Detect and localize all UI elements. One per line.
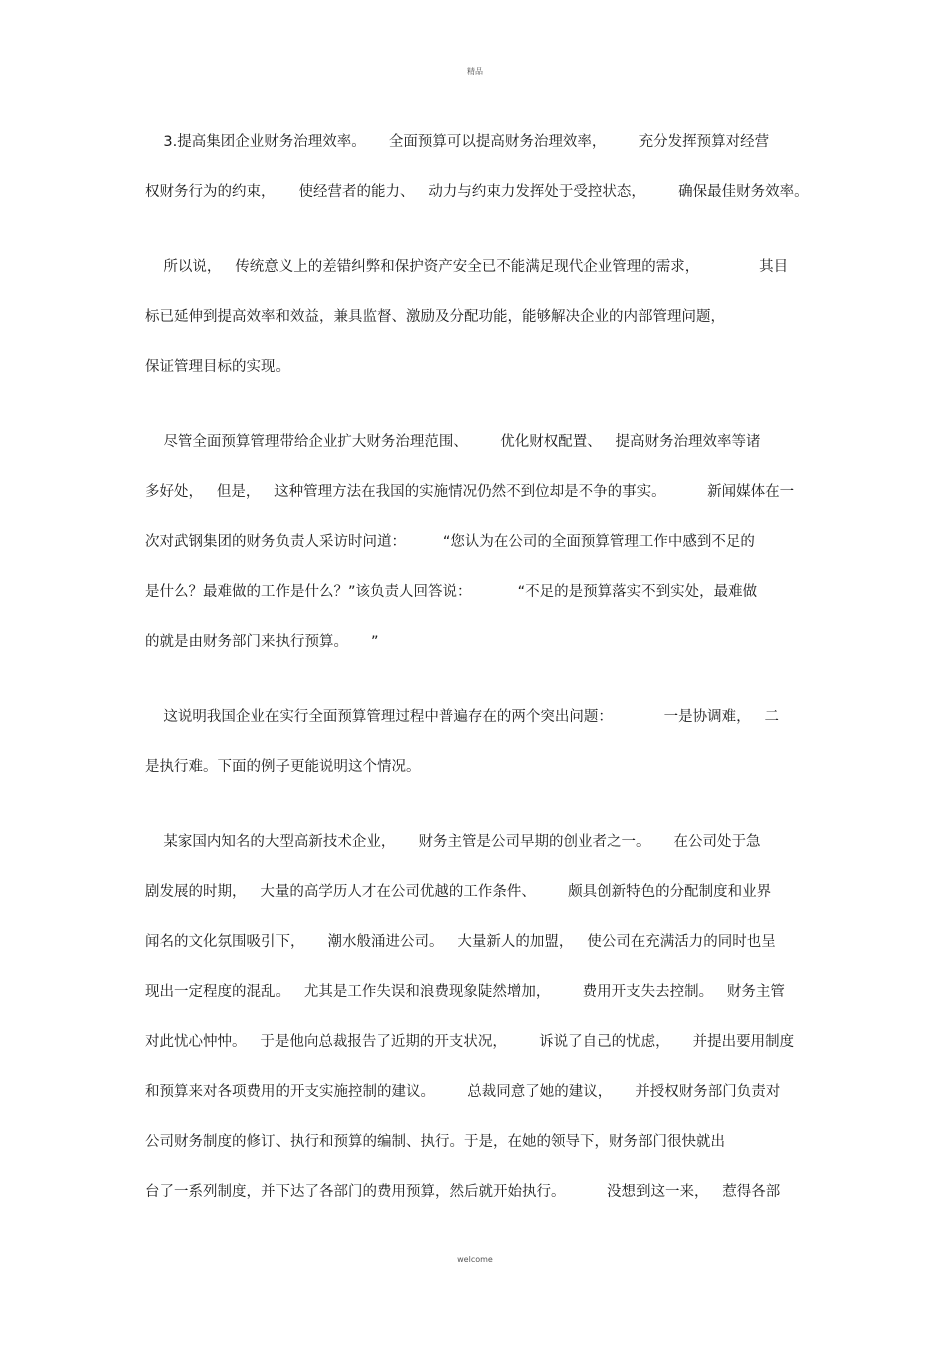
text-line: 现出一定程度的混乱。 尤其是工作失误和浪费现象陡然增加， 费用开支失去控制。 财务主管 — [145, 984, 785, 1000]
page-footer: welcome — [457, 1255, 493, 1264]
text-line: 次对武钢集团的财务负责人采访时问道： “您认为在公司的全面预算管理工作中感到不足的 — [145, 534, 755, 550]
text-line: 保证管理目标的实现。 — [145, 359, 290, 375]
text-line: 是执行难。下面的例子更能说明这个情况。 — [145, 759, 421, 775]
page-header: 精品 — [467, 67, 483, 76]
text-line: 和预算来对各项费用的开支实施控制的建议。 总裁同意了她的建议， 并授权财务部门负责对 — [145, 1084, 781, 1100]
text-line: 这说明我国企业在实行全面预算管理过程中普遍存在的两个突出问题： 一是协调难， 二 — [145, 709, 779, 725]
text-line: 公司财务制度的修订、执行和预算的编制、执行。于是，在她的领导下，财务部门很快就出 — [145, 1134, 725, 1150]
text-line: 台了一系列制度，并下达了各部门的费用预算，然后就开始执行。 没想到这一来， 惹得各部 — [145, 1184, 781, 1200]
text-line: 是什么？最难做的工作是什么？”该负责人回答说： “不足的是预算落实不到实处，最难做 — [145, 584, 758, 600]
text-line: 3.提高集团企业财务治理效率。 全面预算可以提高财务治理效率， 充分发挥预算对经营 — [145, 134, 770, 150]
text-line: 所以说， 传统意义上的差错纠弊和保护资产安全已不能满足现代企业管理的需求， 其目 — [145, 259, 789, 275]
text-line: 多好处， 但是， 这种管理方法在我国的实施情况仍然不到位却是不争的事实。 新闻媒体在一 — [145, 484, 795, 500]
text-line: 标已延伸到提高效率和效益，兼具监督、激励及分配功能，能够解决企业的内部管理问题， — [145, 309, 725, 325]
text-line: 的就是由财务部门来执行预算。 ” — [145, 634, 379, 650]
text-line: 剧发展的时期， 大量的高学历人才在公司优越的工作条件、 颇具创新特色的分配制度和业界 — [145, 884, 772, 900]
text-line: 某家国内知名的大型高新技术企业， 财务主管是公司早期的创业者之一。 在公司处于急 — [145, 834, 761, 850]
text-line: 尽管全面预算管理带给企业扩大财务治理范围、 优化财权配置、 提高财务治理效率等诸 — [145, 434, 761, 450]
text-line: 对此忧心忡忡。 于是他向总裁报告了近期的开支状况， 诉说了自己的忧虑， 并提出要用制度 — [145, 1034, 795, 1050]
text-line: 权财务行为的约束， 使经营者的能力、 动力与约束力发挥处于受控状态， 确保最佳财务效率。 — [145, 184, 809, 200]
text-line: 闻名的文化氛围吸引下， 潮水般涌进公司。 大量新人的加盟， 使公司在充满活力的同时也呈 — [145, 934, 776, 950]
